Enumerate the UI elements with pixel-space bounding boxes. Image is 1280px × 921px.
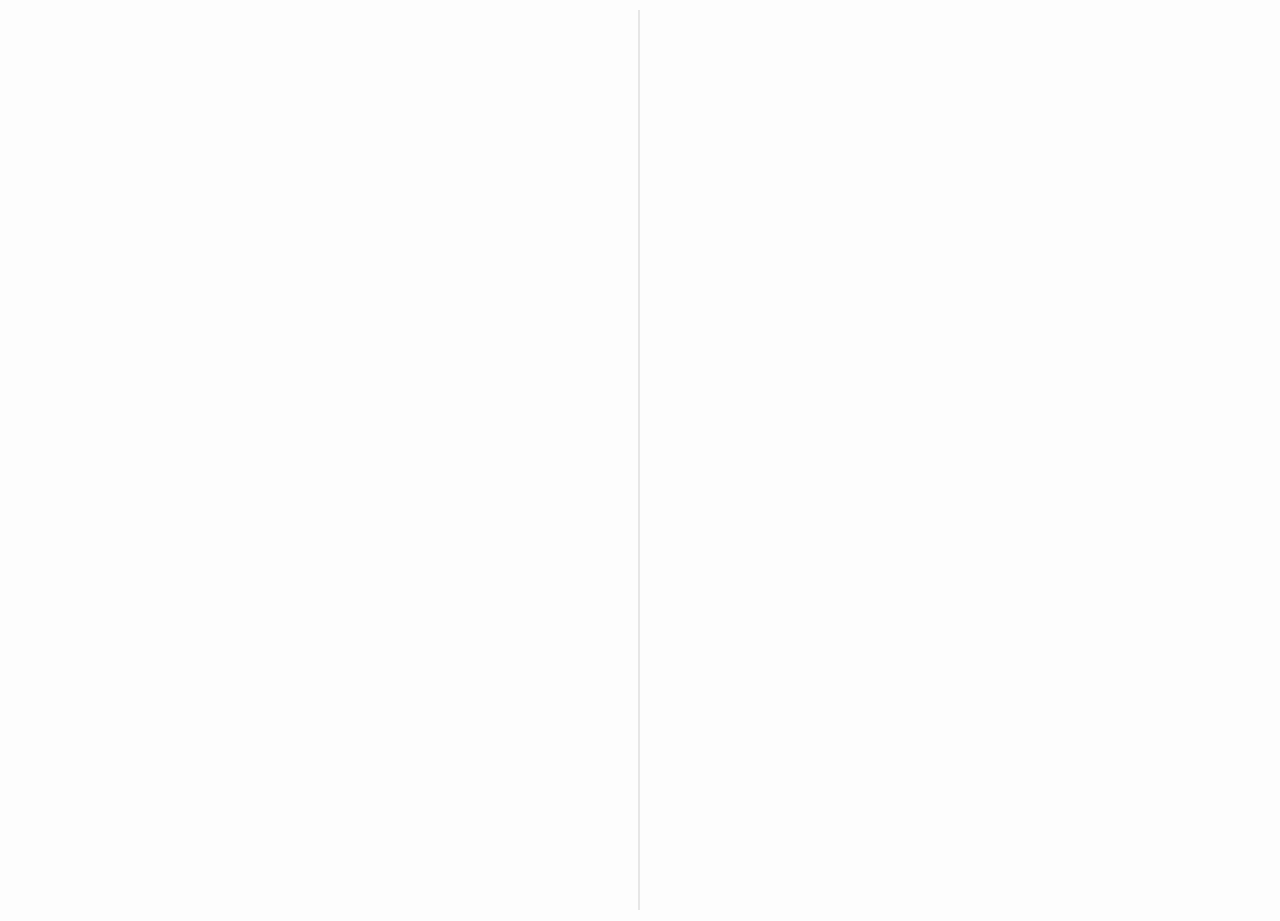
report-day-2 [644, 0, 1280, 921]
page-divider [638, 10, 640, 910]
report-day-1 [0, 0, 636, 921]
